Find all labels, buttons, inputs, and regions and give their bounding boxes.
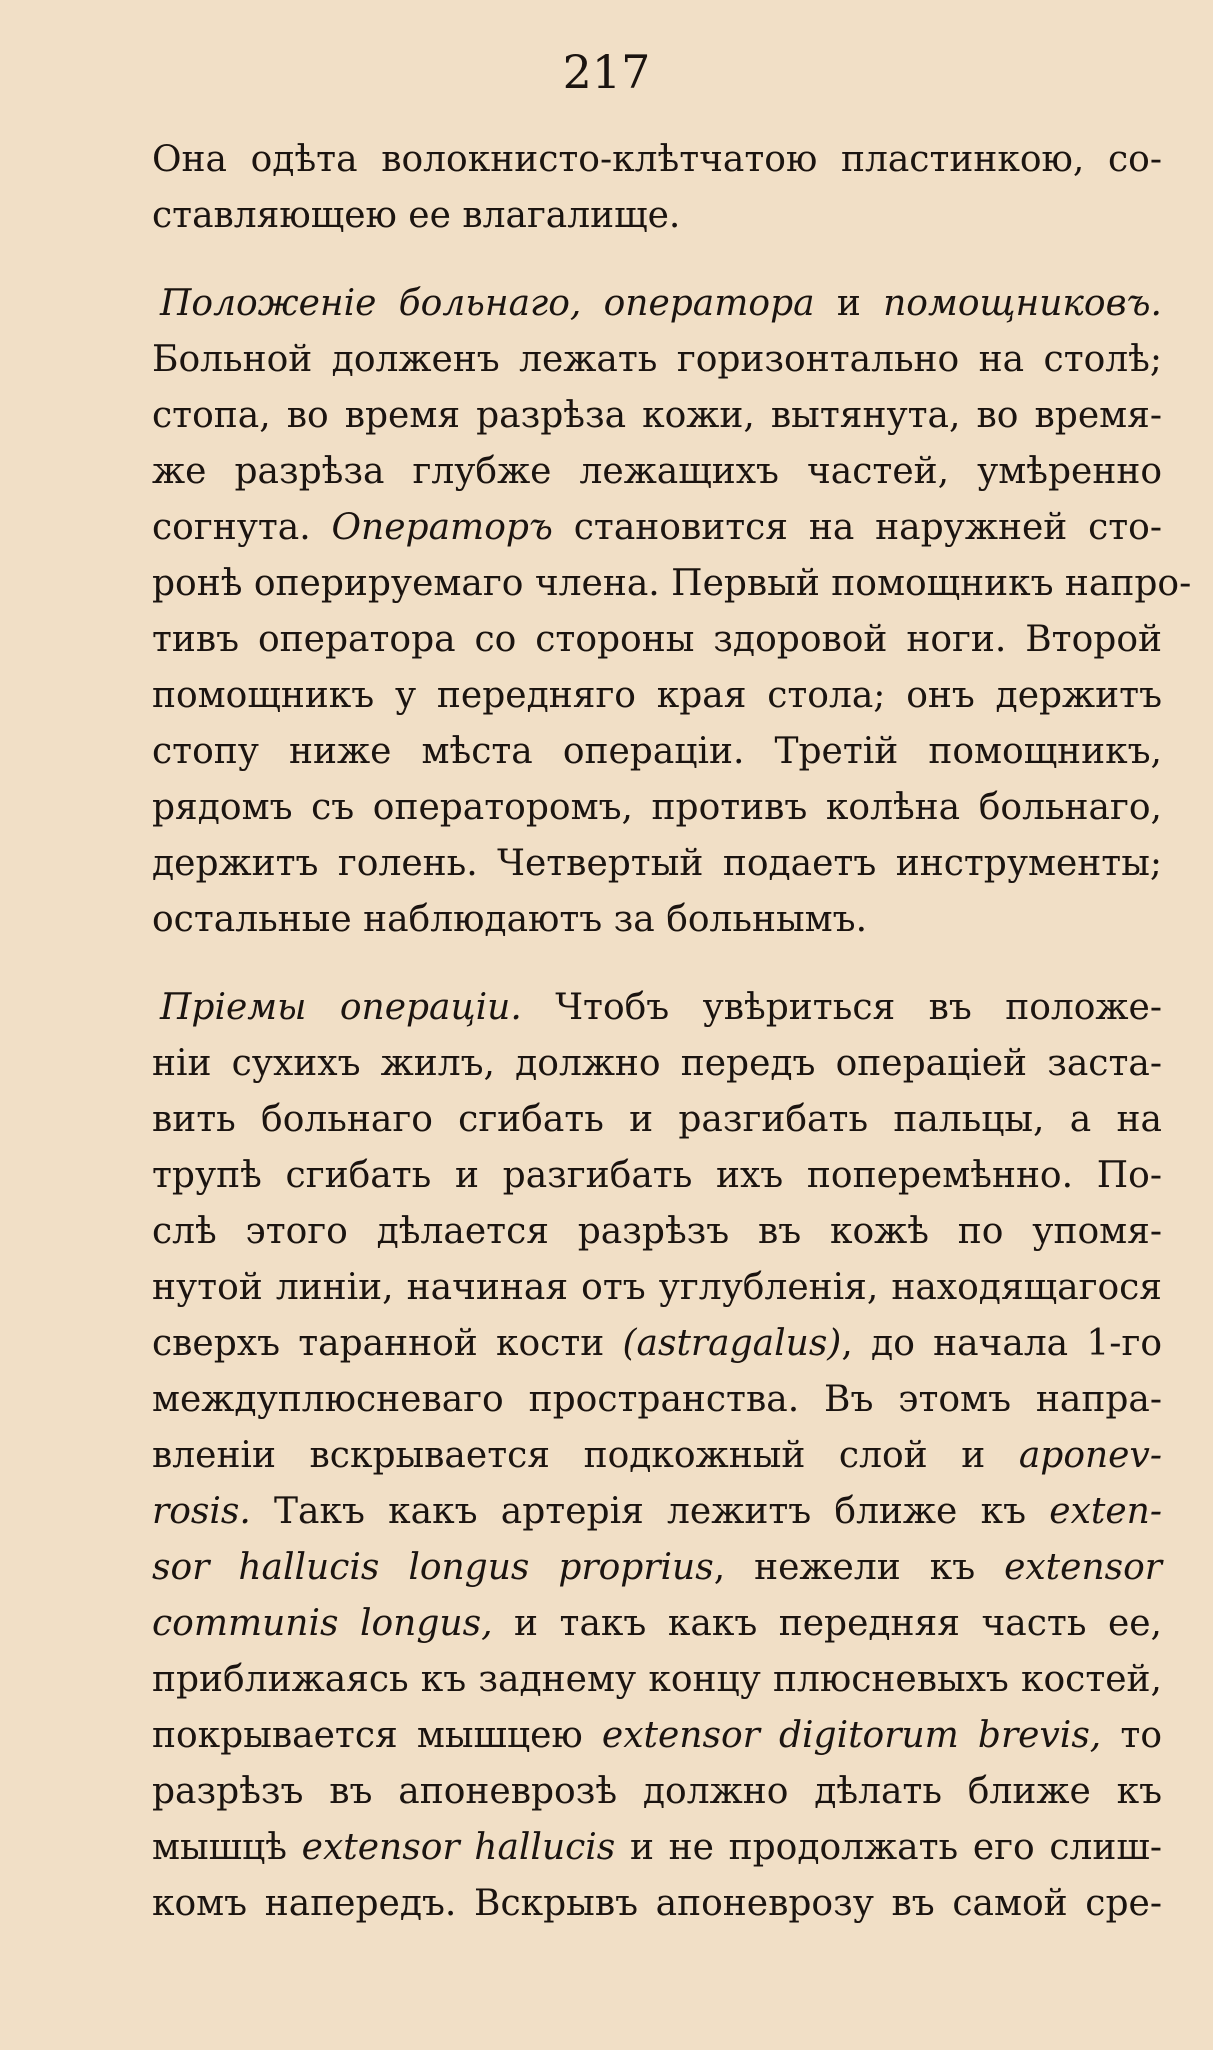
italic-span: sor hallucis longus proprius: [152, 1547, 714, 1588]
page-number: 217: [562, 45, 651, 99]
text-line: стопу ниже мѣста операціи. Третій помощникъ,: [152, 731, 1162, 772]
italic-span: exten-: [1049, 1491, 1162, 1532]
italic-span: помощниковъ.: [883, 283, 1162, 324]
text-line: разрѣзъ въ апоневрозѣ должно дѣлать ближе къ: [152, 1771, 1162, 1812]
text-line-italic-mixed: communis longus, и такъ какъ передняя часть ее,: [152, 1603, 1163, 1644]
text-line: ронѣ оперируемаго члена. Первый помощникъ напро-: [152, 563, 1192, 604]
text-line: стопа, во время разрѣза кожи, вытянута, во время-: [152, 395, 1162, 436]
text-line-italic-mixed: Положеніе больнаго, оператора и помощниковъ.: [160, 283, 1162, 324]
italic-span: extensor: [1004, 1547, 1162, 1588]
text-line-italic-mixed: сверхъ таранной кости (astragalus), до начала 1-го: [152, 1323, 1162, 1364]
text-line: нутой линіи, начиная отъ углубленія, находящагося: [152, 1267, 1162, 1308]
text-line: рядомъ съ операторомъ, противъ колѣна больнаго,: [152, 787, 1162, 828]
text-line: приближаясь къ заднему концу плюсневыхъ костей,: [152, 1659, 1162, 1700]
italic-span: Пріемы операціи.: [160, 987, 522, 1028]
text-line-italic-mixed: мышцѣ extensor hallucis и не продолжать его слиш-: [152, 1827, 1162, 1868]
text-line: остальные наблюдаютъ за больнымъ.: [152, 899, 868, 940]
italic-span: aponev-: [1018, 1435, 1162, 1476]
text-line: Она одѣта волокнисто-клѣтчатою пластинкою, со-: [152, 139, 1162, 180]
text-line-italic-mixed: Пріемы операціи. Чтобъ увѣриться въ положе-: [160, 987, 1162, 1028]
italic-span: (astragalus): [622, 1323, 842, 1364]
text-line: держитъ голень. Четвертый подаетъ инструменты;: [152, 843, 1162, 884]
text-line: тивъ оператора со стороны здоровой ноги. Второй: [152, 619, 1162, 660]
text-line-italic-mixed: согнута. Операторъ становится на наружней сто-: [152, 507, 1163, 548]
text-line: слѣ этого дѣлается разрѣзъ въ кожѣ по упомя-: [152, 1211, 1162, 1252]
text-line: помощникъ у передняго края стола; онъ держитъ: [152, 675, 1162, 716]
italic-span: communis longus,: [152, 1603, 493, 1644]
text-line-italic-mixed: вленіи вскрывается подкожный слой и aponev-: [152, 1435, 1162, 1476]
text-line: Больной долженъ лежать горизонтально на столѣ;: [152, 339, 1162, 380]
italic-span: extensor hallucis: [301, 1827, 616, 1868]
text-line: вить больнаго сгибать и разгибать пальцы, а на: [152, 1099, 1162, 1140]
text-line: трупѣ сгибать и разгибать ихъ поперемѣнно. По-: [152, 1155, 1162, 1196]
text-line: комъ напередъ. Вскрывъ апоневрозу въ самой сре-: [152, 1883, 1162, 1924]
italic-span: rosis.: [152, 1491, 251, 1532]
text-line-italic-mixed: rosis. Такъ какъ артерія лежитъ ближе къ exten-: [152, 1491, 1162, 1532]
text-line-italic-mixed: sor hallucis longus proprius, нежели къ extensor: [152, 1547, 1162, 1588]
text-line: же разрѣза глубже лежащихъ частей, умѣренно: [152, 451, 1162, 492]
text-line-italic-mixed: покрывается мышцею extensor digitorum brevis, то: [152, 1715, 1162, 1756]
text-line: ніи сухихъ жилъ, должно передъ операціей заста-: [152, 1043, 1162, 1084]
italic-span: Операторъ: [331, 507, 553, 548]
text-line: междуплюсневаго пространства. Въ этомъ напра-: [152, 1379, 1162, 1420]
text-line: ставляющею ее влагалище.: [152, 195, 681, 236]
italic-span: extensor digitorum brevis,: [601, 1715, 1102, 1756]
italic-span: Положеніе больнаго, оператора: [160, 283, 815, 324]
